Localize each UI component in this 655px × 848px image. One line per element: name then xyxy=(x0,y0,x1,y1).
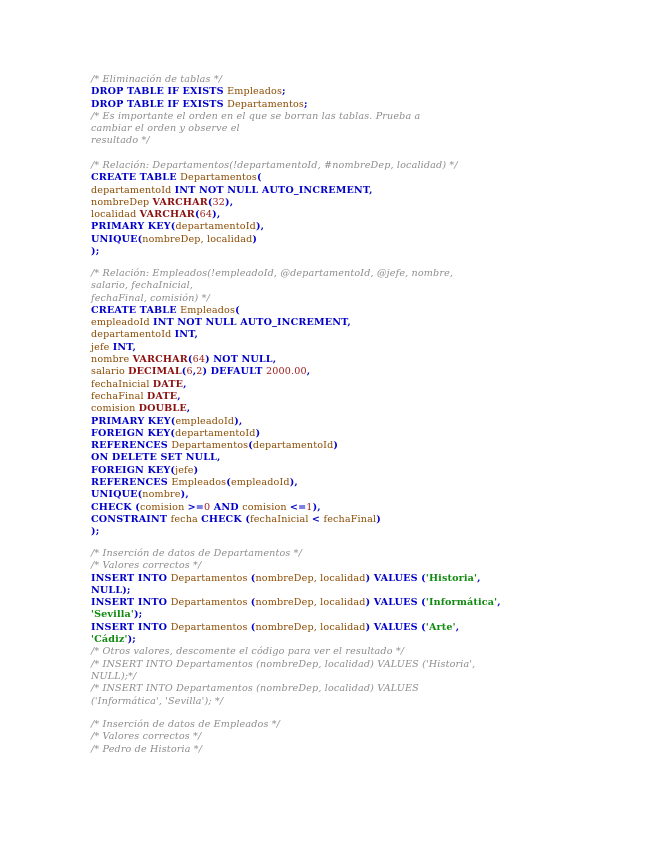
code-token: ) xyxy=(252,233,258,245)
code-token: Departamentos xyxy=(170,572,251,584)
code-token: ) xyxy=(333,440,339,452)
code-token: , xyxy=(217,452,221,464)
code-token: nombre xyxy=(91,354,133,366)
code-token: 2000.00 xyxy=(266,366,307,378)
code-token: 64 xyxy=(192,354,206,366)
code-token: , xyxy=(347,317,351,329)
code-line xyxy=(91,502,453,514)
code-line xyxy=(91,185,458,197)
code-token: 2 xyxy=(196,366,203,378)
code-line xyxy=(91,428,453,440)
code-token: DROP TABLE IF EXISTS xyxy=(91,86,228,98)
code-token: /* Otros valores, descomente el código para ver el resultado */ xyxy=(91,646,405,658)
code-token: ), xyxy=(225,196,234,208)
code-token: ( xyxy=(421,572,426,584)
code-token: ( xyxy=(181,366,187,378)
code-token: 6 xyxy=(186,366,193,378)
code-line xyxy=(91,379,453,391)
code-token: salario xyxy=(91,366,129,378)
code-token: ), xyxy=(212,209,221,221)
code-token: /* Inserción de datos de Departamentos */ xyxy=(91,548,303,559)
code-token: >= xyxy=(187,501,204,513)
code-line xyxy=(91,548,501,560)
code-token: ), xyxy=(255,221,265,233)
code-token: ('Informática', 'Sevilla'); */ xyxy=(91,695,224,707)
code-token: CHECK xyxy=(201,513,246,525)
code-line xyxy=(91,317,453,329)
code-line xyxy=(91,280,453,292)
code-token: cambiar el orden y observe el xyxy=(91,123,240,135)
code-token: ( xyxy=(421,597,426,609)
code-line xyxy=(91,416,453,428)
code-token: 'Informática' xyxy=(425,597,498,609)
code-token: /* Valores correctos */ xyxy=(91,731,202,743)
code-line xyxy=(91,526,453,538)
code-token: FOREIGN KEY xyxy=(91,427,171,439)
code-token: ), xyxy=(234,415,243,427)
code-line xyxy=(91,440,453,452)
code-token: AND xyxy=(210,501,243,513)
code-line xyxy=(91,597,501,609)
code-token: VALUES xyxy=(373,597,422,609)
code-line xyxy=(91,74,420,86)
code-line xyxy=(91,221,458,233)
code-token: ( xyxy=(257,172,262,184)
code-token: departamentoId xyxy=(91,184,175,196)
code-line xyxy=(91,329,453,341)
code-line xyxy=(91,172,458,184)
code-token: ), xyxy=(312,501,321,513)
code-token: /* Valores correctos */ xyxy=(91,560,202,572)
code-token: departamentoId xyxy=(175,221,256,233)
code-token: /* Relación: Empleados(!empleadoId, @departamentoId, @jefe, nombre, xyxy=(91,268,454,279)
code-token: INT NOT NULL AUTO_INCREMENT xyxy=(152,317,348,329)
code-token: <= xyxy=(289,501,307,513)
code-token: salario, fechaInicial, xyxy=(91,280,194,292)
code-token: /* Eliminación de tablas */ xyxy=(91,74,223,85)
code-token: ); xyxy=(127,634,136,646)
code-token: jefe xyxy=(91,341,113,353)
code-token: ; xyxy=(304,98,308,110)
code-line xyxy=(91,659,501,671)
code-token: VALUES xyxy=(373,572,422,584)
code-line xyxy=(91,342,453,354)
code-token: /* INSERT INTO Departamentos (nombreDep, localidad) VALUES ('Historia', xyxy=(91,658,476,670)
code-token: /* Es importante el orden en el que se borran las tablas. Prueba a xyxy=(91,110,421,122)
code-token: INT xyxy=(112,341,133,353)
code-line xyxy=(91,354,453,366)
code-line xyxy=(91,609,501,621)
code-token: , xyxy=(177,390,181,402)
code-token: fechaInicial xyxy=(250,513,312,525)
code-token: Empleados xyxy=(171,477,227,489)
code-line xyxy=(91,123,420,135)
code-token: ( xyxy=(250,572,256,584)
code-line xyxy=(91,585,501,597)
code-token: VARCHAR xyxy=(152,196,208,208)
code-token: comision xyxy=(242,501,290,513)
code-line xyxy=(91,268,453,280)
insert-empleados-block xyxy=(91,719,280,756)
code-token: INSERT INTO xyxy=(91,572,171,584)
code-token: DATE xyxy=(146,390,178,402)
code-token: VARCHAR xyxy=(132,354,188,366)
code-token: ( xyxy=(137,489,143,501)
code-line xyxy=(91,293,453,305)
code-token: empleadoId xyxy=(91,317,153,329)
code-token: ( xyxy=(207,196,213,208)
code-token: ) xyxy=(255,427,261,439)
code-token: DEFAULT xyxy=(210,366,267,378)
create-departamentos-block xyxy=(91,160,458,258)
code-token: comision xyxy=(91,403,139,415)
code-line xyxy=(91,366,453,378)
code-token: departamentoId xyxy=(252,440,334,452)
code-token: ); xyxy=(133,609,143,621)
code-token: 0 xyxy=(204,501,211,513)
code-line xyxy=(91,646,501,658)
code-token: , xyxy=(369,184,373,196)
code-token: 'Cádiz' xyxy=(91,634,128,646)
code-line xyxy=(91,696,501,708)
code-token: Empleados xyxy=(180,304,236,316)
code-token: ON DELETE SET NULL xyxy=(91,452,217,464)
code-line xyxy=(91,234,458,246)
code-token: ( xyxy=(137,233,143,245)
code-token: DECIMAL xyxy=(128,366,182,378)
code-token: empleadoId xyxy=(230,477,290,489)
code-token: , xyxy=(497,597,501,609)
code-token: Departamentos xyxy=(170,597,251,609)
code-token: departamentoId xyxy=(175,427,256,439)
code-line xyxy=(91,671,501,683)
code-token: , xyxy=(194,329,198,341)
code-line xyxy=(91,135,420,147)
code-token: fechaFinal, comisión) */ xyxy=(91,292,210,304)
code-token: INSERT INTO xyxy=(91,621,171,633)
code-token: nombreDep, localidad xyxy=(142,233,253,245)
code-token: nombreDep, localidad xyxy=(255,572,366,584)
code-token: nombreDep, localidad xyxy=(255,597,366,609)
code-token: NULL);*/ xyxy=(91,670,137,682)
code-token: ) xyxy=(193,464,199,476)
code-token: jefe xyxy=(175,464,194,476)
code-token: comision xyxy=(139,501,188,513)
code-line xyxy=(91,622,501,634)
code-token: ); xyxy=(91,246,100,258)
create-empleados-block xyxy=(91,268,453,539)
code-token: CREATE TABLE xyxy=(91,304,181,316)
code-token: REFERENCES xyxy=(91,440,172,452)
code-token: ( xyxy=(170,427,176,439)
code-token: ) xyxy=(365,621,374,633)
code-token: UNIQUE xyxy=(91,489,138,501)
code-token: NOT NULL xyxy=(213,354,273,366)
code-token: , xyxy=(306,366,311,378)
code-token: DROP TABLE IF EXISTS xyxy=(91,98,228,110)
code-token: ); xyxy=(122,584,131,596)
code-token: localidad xyxy=(91,209,140,221)
code-token: ), xyxy=(180,489,189,501)
code-token: ) xyxy=(365,597,374,609)
code-token: , xyxy=(192,366,197,378)
code-token: INT NOT NULL AUTO_INCREMENT xyxy=(174,184,370,196)
code-token: Departamentos xyxy=(171,440,249,452)
code-token: ( xyxy=(170,415,176,427)
code-line xyxy=(91,719,280,731)
code-line xyxy=(91,111,420,123)
code-token: 1 xyxy=(306,501,313,513)
code-line xyxy=(91,209,458,221)
code-token: fechaFinal xyxy=(91,390,147,402)
code-token: DATE xyxy=(152,378,184,390)
code-token: , xyxy=(183,378,187,390)
code-line xyxy=(91,452,453,464)
code-token: FOREIGN KEY xyxy=(91,464,171,476)
code-token: REFERENCES xyxy=(91,477,172,489)
code-token: , xyxy=(477,572,481,584)
drop-tables-block xyxy=(91,74,420,148)
code-token: DOUBLE xyxy=(138,403,187,415)
code-token: 'Sevilla' xyxy=(91,609,134,621)
code-token: nombre xyxy=(142,489,181,501)
code-token: PRIMARY KEY xyxy=(91,415,171,427)
code-token: CREATE TABLE xyxy=(91,172,181,184)
code-token: ( xyxy=(187,354,193,366)
code-line xyxy=(91,744,280,756)
code-line xyxy=(91,477,453,489)
code-token: Departamentos xyxy=(180,172,258,184)
code-token: , xyxy=(272,354,277,366)
code-token: PRIMARY KEY xyxy=(91,221,171,233)
code-line xyxy=(91,305,453,317)
code-token: Departamentos xyxy=(227,98,304,110)
code-line xyxy=(91,465,453,477)
code-line xyxy=(91,160,458,172)
code-token: ( xyxy=(226,477,231,489)
code-token: ( xyxy=(135,501,140,513)
code-line xyxy=(91,489,453,501)
code-token: VALUES xyxy=(373,621,422,633)
code-token: /* INSERT INTO Departamentos (nombreDep, localidad) VALUES xyxy=(91,683,419,695)
code-token: NULL xyxy=(91,584,123,596)
code-token: INSERT INTO xyxy=(91,597,171,609)
code-token: ) xyxy=(205,354,214,366)
code-token: ( xyxy=(250,597,256,609)
code-token: ) xyxy=(376,513,381,525)
code-token: < xyxy=(311,513,324,525)
code-token: ( xyxy=(421,621,426,633)
code-token: /* Relación: Departamentos(!departamentoId, #nombreDep, localidad) */ xyxy=(91,160,458,171)
code-token: ( xyxy=(235,304,240,316)
code-token: /* Pedro de Historia */ xyxy=(91,743,203,755)
code-token: resultado */ xyxy=(91,135,150,147)
code-line xyxy=(91,514,453,526)
code-token: fechaInicial xyxy=(91,378,153,390)
code-token: ( xyxy=(194,209,200,221)
code-token: , xyxy=(186,403,191,415)
code-line xyxy=(91,731,280,743)
code-token: ), xyxy=(289,477,298,489)
code-line xyxy=(91,683,501,695)
code-token: ( xyxy=(170,464,176,476)
code-token: ( xyxy=(245,513,251,525)
code-token: CONSTRAINT xyxy=(91,513,171,525)
code-line xyxy=(91,246,458,258)
code-token: Empleados xyxy=(227,86,283,98)
code-token: fechaFinal xyxy=(323,513,377,525)
insert-departamentos-block xyxy=(91,548,501,708)
code-token: UNIQUE xyxy=(91,233,138,245)
code-line xyxy=(91,634,501,646)
code-token: ) xyxy=(202,366,211,378)
code-token: 'Arte' xyxy=(425,621,456,633)
code-token: nombreDep xyxy=(91,196,153,208)
code-token: ( xyxy=(170,221,176,233)
code-token: VARCHAR xyxy=(139,209,195,221)
code-line xyxy=(91,573,501,585)
code-token: CHECK xyxy=(91,501,136,513)
code-token: ( xyxy=(248,440,253,452)
code-line xyxy=(91,560,501,572)
code-token: ; xyxy=(282,86,286,98)
code-line xyxy=(91,197,458,209)
code-token: , xyxy=(132,341,136,353)
code-token: /* Inserción de datos de Empleados */ xyxy=(91,719,281,730)
code-token: ) xyxy=(365,572,374,584)
code-line xyxy=(91,99,420,111)
code-token: ); xyxy=(91,526,100,538)
code-token: 'Historia' xyxy=(425,572,478,584)
code-token: Departamentos xyxy=(170,621,251,633)
code-token: 32 xyxy=(212,196,226,208)
code-token: empleadoId xyxy=(175,415,235,427)
code-line xyxy=(91,391,453,403)
code-token: ( xyxy=(250,621,256,633)
code-token: fecha xyxy=(170,513,202,525)
code-token: , xyxy=(455,621,460,633)
code-token: INT xyxy=(174,329,195,341)
code-token: nombreDep, localidad xyxy=(255,621,366,633)
code-token: departamentoId xyxy=(91,329,175,341)
code-line xyxy=(91,403,453,415)
code-line xyxy=(91,86,420,98)
code-token: 64 xyxy=(199,209,213,221)
